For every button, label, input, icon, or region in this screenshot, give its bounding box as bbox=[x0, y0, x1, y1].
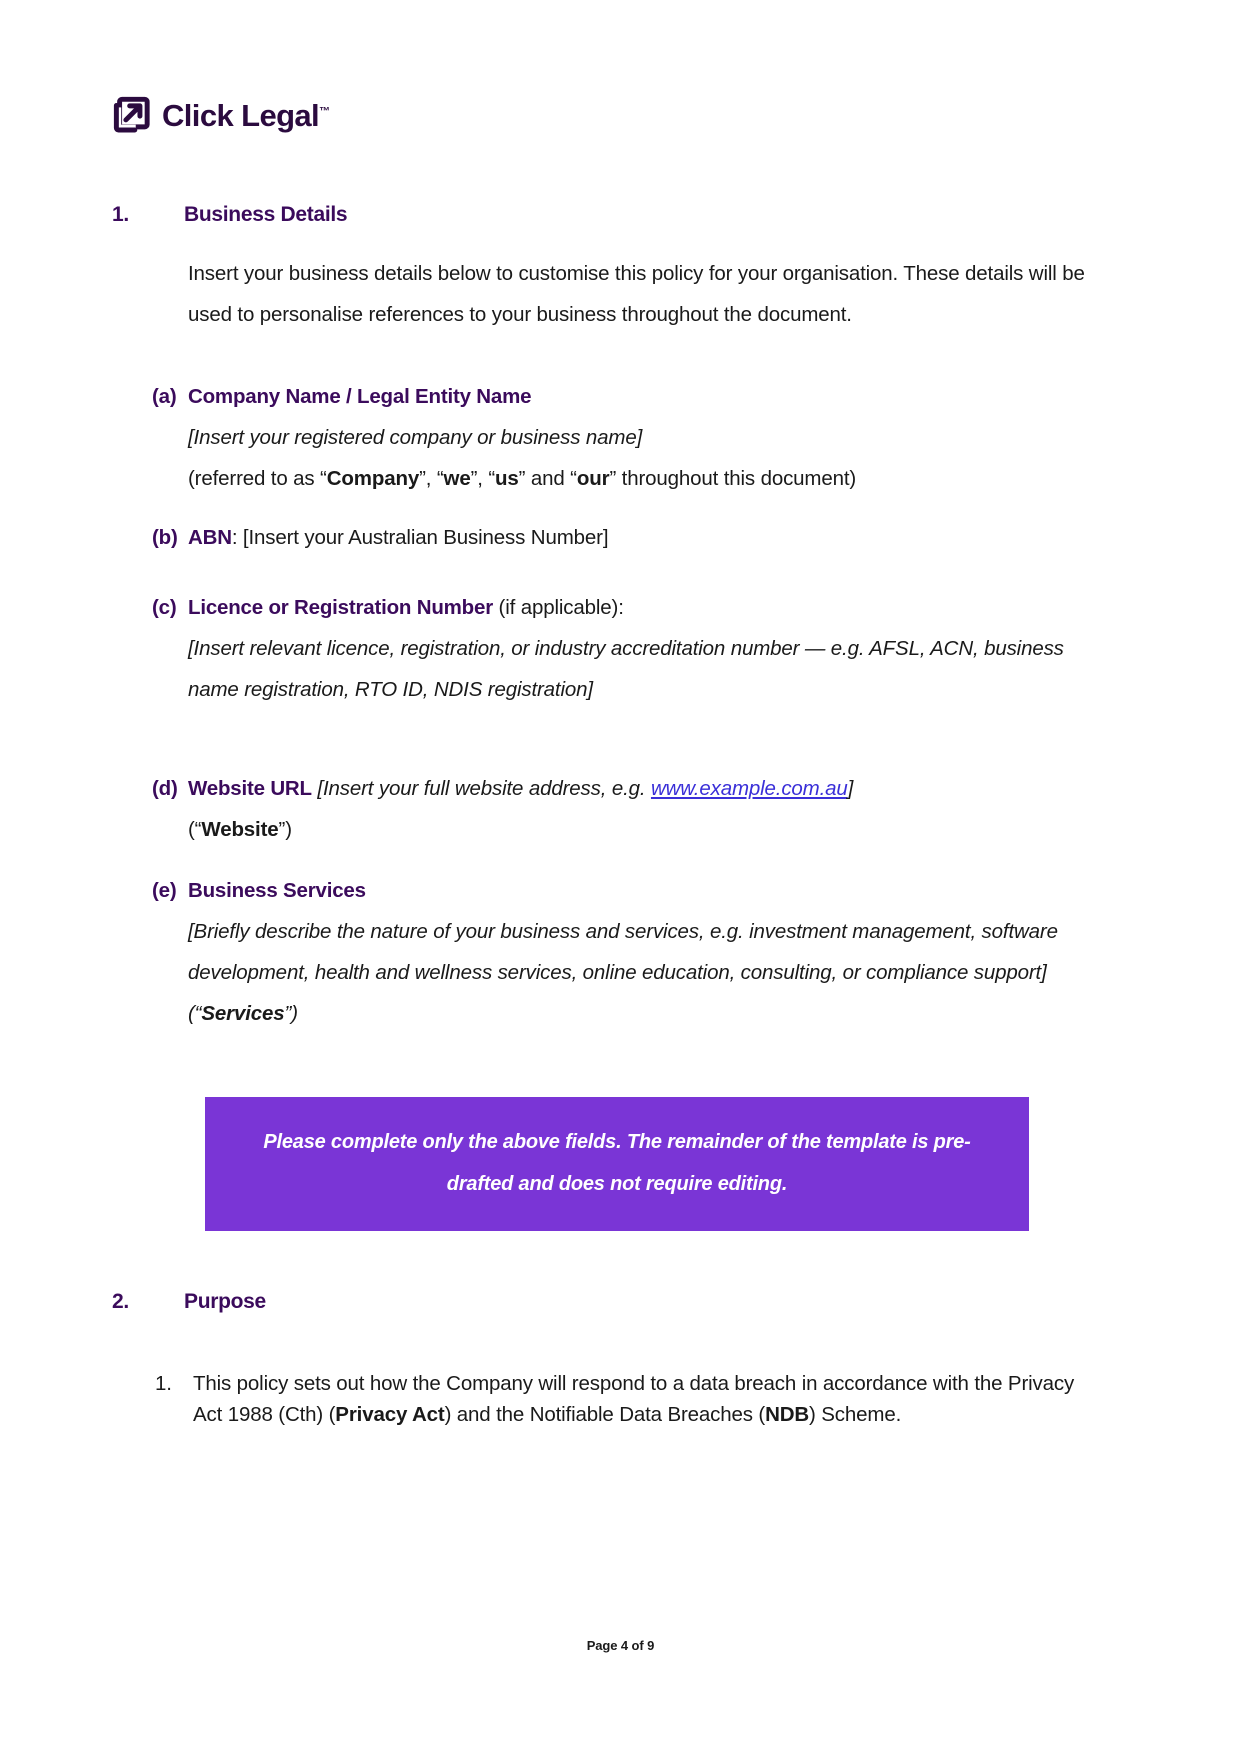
paragraph-part2: ) and the Notifiable Data Breaches ( bbox=[444, 1403, 766, 1426]
external-link-square-icon bbox=[112, 96, 150, 134]
item-d-second-line bbox=[188, 809, 1132, 850]
defined-term-us: us bbox=[495, 467, 519, 490]
item-business-services bbox=[152, 870, 1112, 1034]
defined-term-privacy-act: Privacy Act bbox=[335, 1403, 445, 1426]
page-footer: Page 4 of 9 bbox=[586, 1638, 655, 1653]
section-title: Purpose bbox=[184, 1290, 266, 1313]
referred-suffix: ” throughout this document) bbox=[609, 467, 857, 490]
item-marker-d: (d) bbox=[152, 777, 178, 800]
item-d-heading bbox=[152, 768, 1132, 809]
item-label-c: Licence or Registration Number bbox=[188, 596, 493, 619]
defined-term-we: we bbox=[443, 467, 471, 490]
item-a-placeholder: [Insert your registered company or business name] bbox=[188, 426, 643, 449]
example-website-link[interactable]: www.example.com.au bbox=[650, 777, 848, 800]
separator-2: ”, “ bbox=[470, 467, 496, 490]
section-number: 2. bbox=[112, 1290, 129, 1313]
section-title: Business Details bbox=[184, 203, 348, 226]
purpose-paragraph-1 bbox=[155, 1368, 1105, 1430]
paragraph-text bbox=[193, 1368, 1105, 1430]
section-heading-business-details bbox=[112, 203, 347, 227]
item-licence-number bbox=[152, 587, 1112, 710]
item-c-rest: (if applicable): bbox=[492, 596, 624, 619]
item-e-placeholder bbox=[188, 911, 1068, 1034]
separator-3: ” and “ bbox=[518, 467, 577, 490]
item-website-url bbox=[152, 768, 1132, 850]
item-b-content bbox=[188, 517, 608, 558]
section-heading-purpose bbox=[112, 1290, 266, 1314]
defined-term-website: Website bbox=[201, 818, 279, 841]
item-d-rest-before: [Insert your full website address, e.g. bbox=[311, 777, 651, 800]
brand-name bbox=[162, 97, 331, 133]
item-marker-c: (c) bbox=[152, 596, 177, 619]
item-label-b: ABN bbox=[188, 526, 232, 549]
paragraph-part1: This policy sets out how the Company will respond to a data breach in accordance with the Privacy Act 1988 (Cth) ( bbox=[193, 1372, 1075, 1426]
item-c-content bbox=[188, 587, 624, 628]
item-label-d: Website URL bbox=[188, 777, 312, 800]
item-marker-b: (b) bbox=[152, 526, 178, 549]
defined-term-company: Company bbox=[326, 467, 420, 490]
business-details-intro: Insert your business details below to customise this policy for your organisation. These details will be used to personalise references to your business throughout the document. bbox=[188, 262, 1085, 326]
item-label-a: Company Name / Legal Entity Name bbox=[188, 385, 532, 408]
defined-term-services: Services bbox=[201, 1002, 285, 1025]
trademark-symbol: ™ bbox=[319, 105, 331, 118]
defined-term-our: our bbox=[576, 467, 610, 490]
item-c-heading bbox=[152, 587, 1112, 628]
website-quote-close: ”) bbox=[278, 818, 292, 841]
brand-name-text: Click Legal bbox=[162, 97, 320, 133]
item-e-heading bbox=[152, 870, 1112, 911]
referred-prefix: (referred to as “ bbox=[188, 467, 327, 490]
item-a-heading bbox=[152, 376, 1112, 417]
item-b-heading bbox=[152, 517, 1112, 558]
item-e-placeholder-part2: ”) bbox=[284, 1002, 298, 1025]
item-c-placeholder: [Insert relevant licence, registration, or industry accreditation number — e.g. AFSL, ACN, business name registration, RTO ID, NDIS registration] bbox=[188, 637, 1064, 701]
item-marker-a: (a) bbox=[152, 385, 177, 408]
section-number: 1. bbox=[112, 203, 129, 226]
item-d-content bbox=[188, 768, 853, 809]
item-company-name bbox=[152, 376, 1112, 499]
item-label-e: Business Services bbox=[188, 879, 366, 902]
item-a-referred-line bbox=[188, 458, 1112, 499]
website-quote-open: (“ bbox=[188, 818, 202, 841]
defined-term-ndb: NDB bbox=[765, 1403, 810, 1426]
completion-notice-callout bbox=[205, 1097, 1029, 1231]
item-e-placeholder-part1: [Briefly describe the nature of your business and services, e.g. investment management, software development, health and wellness services, online education, consulting, or compliance support] (“ bbox=[188, 920, 1058, 1025]
item-abn bbox=[152, 517, 1112, 558]
item-d-rest-after: ] bbox=[847, 777, 854, 800]
paragraph-part3: ) Scheme. bbox=[809, 1403, 902, 1426]
item-marker-e: (e) bbox=[152, 879, 177, 902]
separator-1: ”, “ bbox=[419, 467, 444, 490]
item-b-rest: : [Insert your Australian Business Number] bbox=[231, 526, 609, 549]
brand-logo bbox=[112, 96, 330, 134]
callout-text: Please complete only the above fields. The remainder of the template is pre-drafted and does not require editing. bbox=[263, 1131, 971, 1195]
paragraph-number: 1. bbox=[155, 1372, 172, 1395]
